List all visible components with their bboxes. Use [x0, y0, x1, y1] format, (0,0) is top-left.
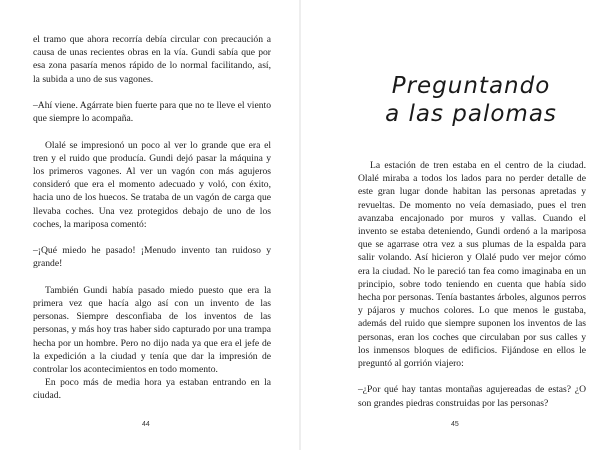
- paragraph: el tramo que ahora recorría debía circular con precaución a causa de unas recientes obras en la vía. Gundi sabía que por esa zona pasaría menos rápido de lo normal facilitando, así, la subida a uno de sus vagones.: [33, 34, 271, 85]
- right-page-body: [358, 159, 586, 410]
- page-number-right: 45: [451, 421, 459, 428]
- dialogue-paragraph: –Ahí viene. Agárrate bien fuerte para que no te lleve el viento que siempre lo acompaña.: [33, 100, 271, 125]
- paragraph: En poco más de media hora ya estaban entrando en la ciudad.: [33, 377, 271, 402]
- left-page-body: [33, 33, 271, 403]
- right-page: [300, 0, 600, 450]
- dialogue-paragraph: –¡Qué miedo he pasado! ¡Menudo invento tan ruidoso y grande!: [33, 245, 271, 270]
- chapter-title: [356, 72, 586, 128]
- paragraph: Olalé se impresionó un poco al ver lo grande que era el tren y el ruido que producía. Gundi dejó pasar la máquina y los primeros vagones. Al ver un vagón con más agujeros consideró que era el momento adecuado y voló, con éxito, hacia uno de los huecos. Se trataba de un vagón de carga que llevaba coches. Una vez protegidos debajo de uno de los coches, la mariposa comentó:: [33, 139, 271, 230]
- paragraph: También Gundi había pasado miedo puesto que era la primera vez que hacía algo así con un invento de las personas. Siempre desconfiaba de los inventos de las personas, y más hoy tras haber sido capturado por una trampa hecha por un hombre. Pero no dijo nada ya que era el jefe de la expedición a la ciudad y tenía que dar la impresión de controlar los acontecimientos en todo momento.: [33, 284, 271, 376]
- chapter-title-line-1: Preguntando: [391, 73, 551, 99]
- paragraph: La estación de tren estaba en el centro de la ciudad. Olalé miraba a todos los lados para no perder detalle de este gran lugar donde habitan las personas apretadas y revueltas. De momento no veía demasiado, pues el tren avanzaba encajonado por muros y vallas. Cuando el invento se estaba deteniendo, Gundi ordenó a la mariposa que se agarrase otra vez a sus plumas de la espalda para salir volando. Así hicieron y Olalé pudo ver mejor cómo era la ciudad. No le pareció tan fea como imaginaba en un principio, sobre todo teniendo en cuenta que había sido hecha por personas. Tenía bastantes árboles, algunos perros y pájaros y muchos colores. Lo que menos le gustaba, además del ruido que siempre suponen los inventos de las personas, eran los coches que circulaban por sus calles y los inmensos bloques de edificios. Fijándose en ellos le preguntó al gorrión viajero:: [358, 160, 586, 370]
- dialogue-paragraph: –¿Por qué hay tantas montañas agujereadas de estas? ¿O son grandes piedras construidas por las personas?: [358, 384, 586, 409]
- page-number-left: 44: [142, 421, 150, 428]
- chapter-title-line-2: a las palomas: [385, 101, 557, 127]
